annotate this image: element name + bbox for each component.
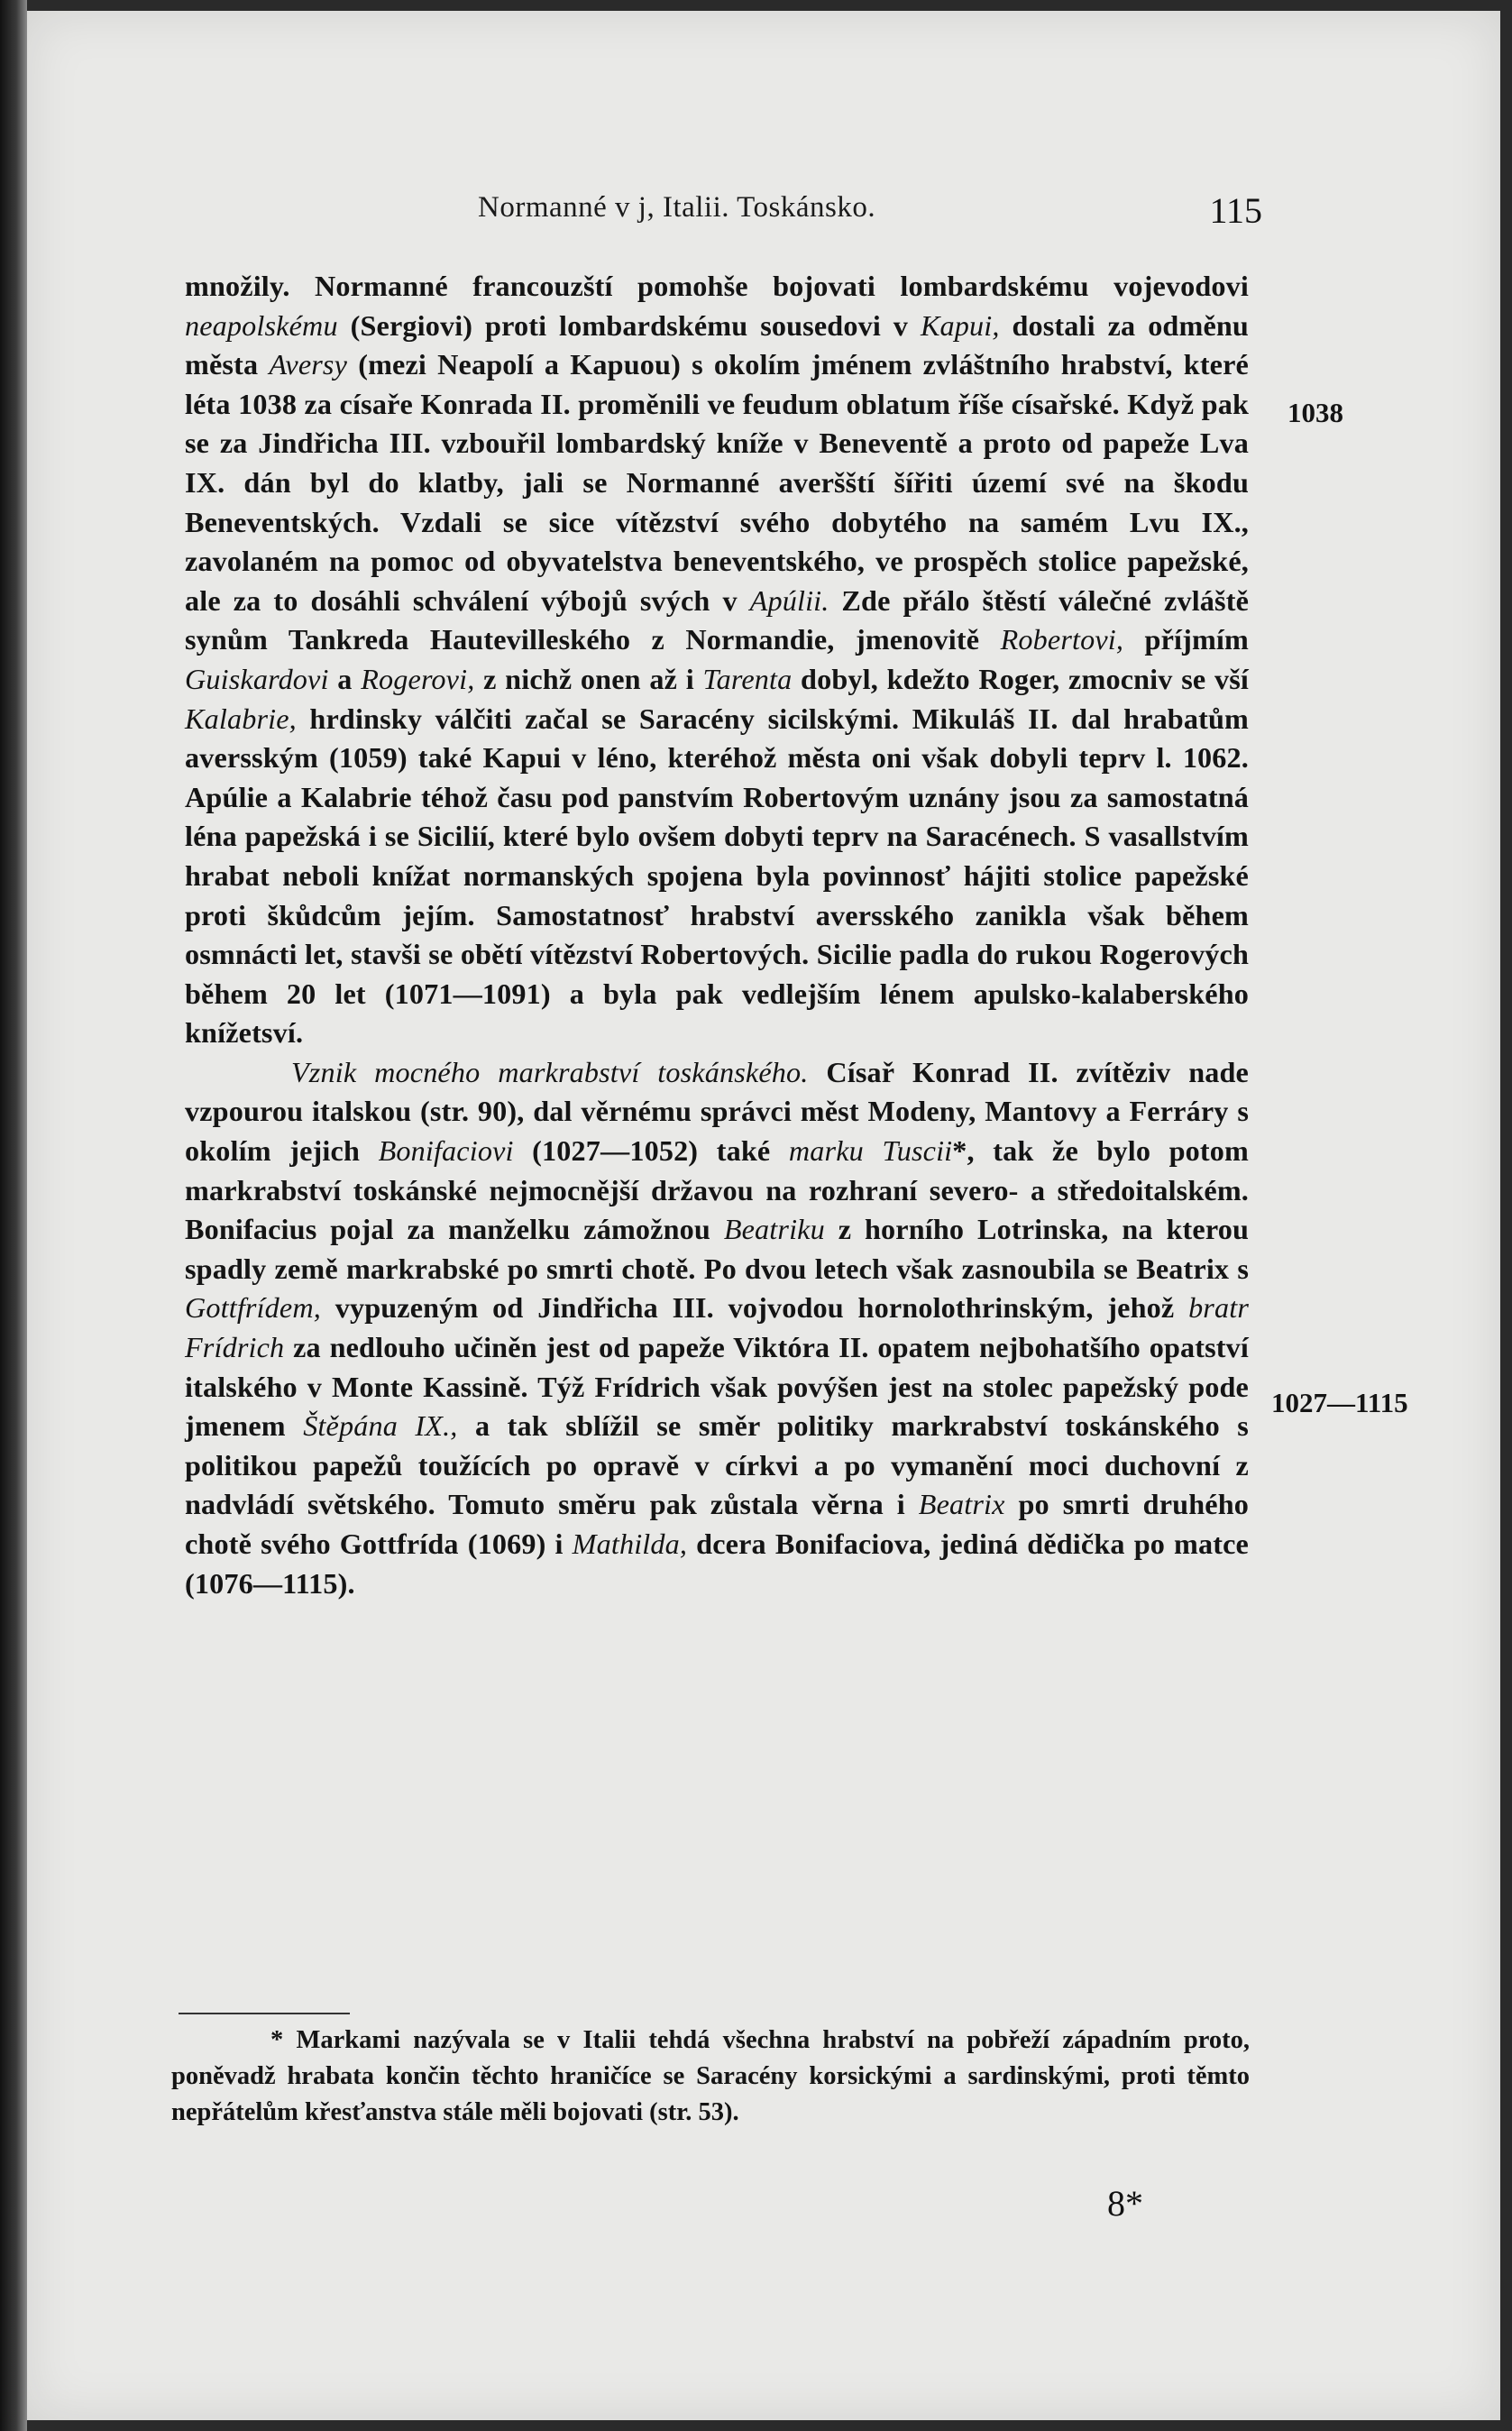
running-title: Normanné v j, Italii. Toskánsko. [478, 191, 876, 224]
main-text [185, 267, 1249, 1603]
paragraph-tuscany: Vznik mocného markrabství toskánského. Císař Konrad II. zvítěziv nade vzpourou italskou (str. 90), dal věrnému správci měst Modeny, Mantovy a Ferráry s okolím jejich Bonifaciovi (1027—1052) také marku Tuscii*, tak že bylo potom markrabství toskánské nejmocnější državou na rozhraní severo- a středoitalském. Bonifacius pojal za manželku zámožnou Beatriku z horního Lotrinska, na kterou spadly země markrabské po smrti chotě. Po dvou letech však zasnoubila se Beatrix s Gottfrídem, vypuzeným od Jindřicha III. vojvodou hornolothrinským, jehož bratr Frídrich za nedlouho učiněn jest od papeže Viktóra II. opatem nejbohatšího opatství italského v Monte Kassině. Týž Frídrich však povýšen jest na stolec papežský pode jmenem Štěpána IX., a tak sblížil se směr politiky markrabství toskánského s politikou papežů toužících po opravě v církvi a po vymanění moci duchovní z nadvládí světského. Tomuto směru pak zůstala věrna i Beatrix po smrti druhého chotě svého Gottfrída (1069) i Mathilda, dcera Bonifaciova, jediná dědička po matce (1076—1115). [185, 1055, 1249, 1600]
paragraph-normans: množily. Normanné francouzští pomohše bojovati lombardskému vojevodovi neapolskému (Sergiovi) proti lombardskému sousedovi v Kapui, dostali za odměnu města Aversy (mezi Neapolí a Kapuou) s okolím jménem zvláštního hrabství, které léta 1038 za císaře Konrada II. proměnili ve feudum oblatum říše císařské. Když pak se za Jindřicha III. vzbouřil lombardský kníže v Beneventě a proto od papeže Lva IX. dán byl do klatby, jali se Normanné averšští šířiti území své na škodu Beneventských. Vzdali se sice vítězství svého dobytého na samém Lvu IX., zavolaném na pomoc od obyvatelstva beneventského, ve prospěch stolice papežské, ale za to dosáhli schválení výbojů svých v Apúlii. Zde přálo štěstí válečné zvláště synům Tankreda Hautevilleského z Normandie, jmenovitě Robertovi, příjmím Guiskardovi a Rogerovi, z nichž onen až i Tarenta dobyl, kdežto Roger, zmocniv se vší Kalabrie, hrdinsky válčiti začal se Saracény sicilskými. Mikuláš II. dal hrabatům aversským (1059) také Kapui v léno, kteréhož města oni však dobyli teprv l. 1062. Apúlie a Kalabrie téhož času pod panstvím Robertovým uznány jsou za samostatná léna papežská i se Sicilií, které bylo ovšem dobyti teprv na Saracénech. S vasallstvím hrabat neboli knížat normanských spojena byla povinnosť hájiti stolice papežské proti škůdcům jejím. Samostatnosť hrabství aversského zanikla však během osmnácti let, stavši se obětí vítězství Robertových. Sicilie padla do rukou Rogerových během 20 let (1071—1091) a byla pak vedlejším lénem apulsko-kalaberského knížetsví. [185, 270, 1250, 1050]
footnote-separator [179, 2013, 350, 2014]
page-number: 115 [1209, 190, 1262, 231]
footnote-marker: * [952, 1134, 967, 1168]
signature-mark: 8* [1107, 2183, 1143, 2224]
book-spine-shadow [0, 0, 27, 2431]
page-header [180, 191, 1262, 236]
footnote-text: * Markami nazývala se v Italii tehdá všechna hrabství na pobřeží západním proto, poněvadž hrabata končin těchto hraničíce se Saracény korsickými a sardinskými, proti těmto nepřátelům křesťanstva stále měli bojovati (str. 53). [171, 2026, 1250, 2126]
footnote [171, 2023, 1250, 2131]
margin-note-1038: 1038 [1287, 397, 1343, 428]
margin-note-1027-1115: 1027—1115 [1271, 1387, 1408, 1418]
